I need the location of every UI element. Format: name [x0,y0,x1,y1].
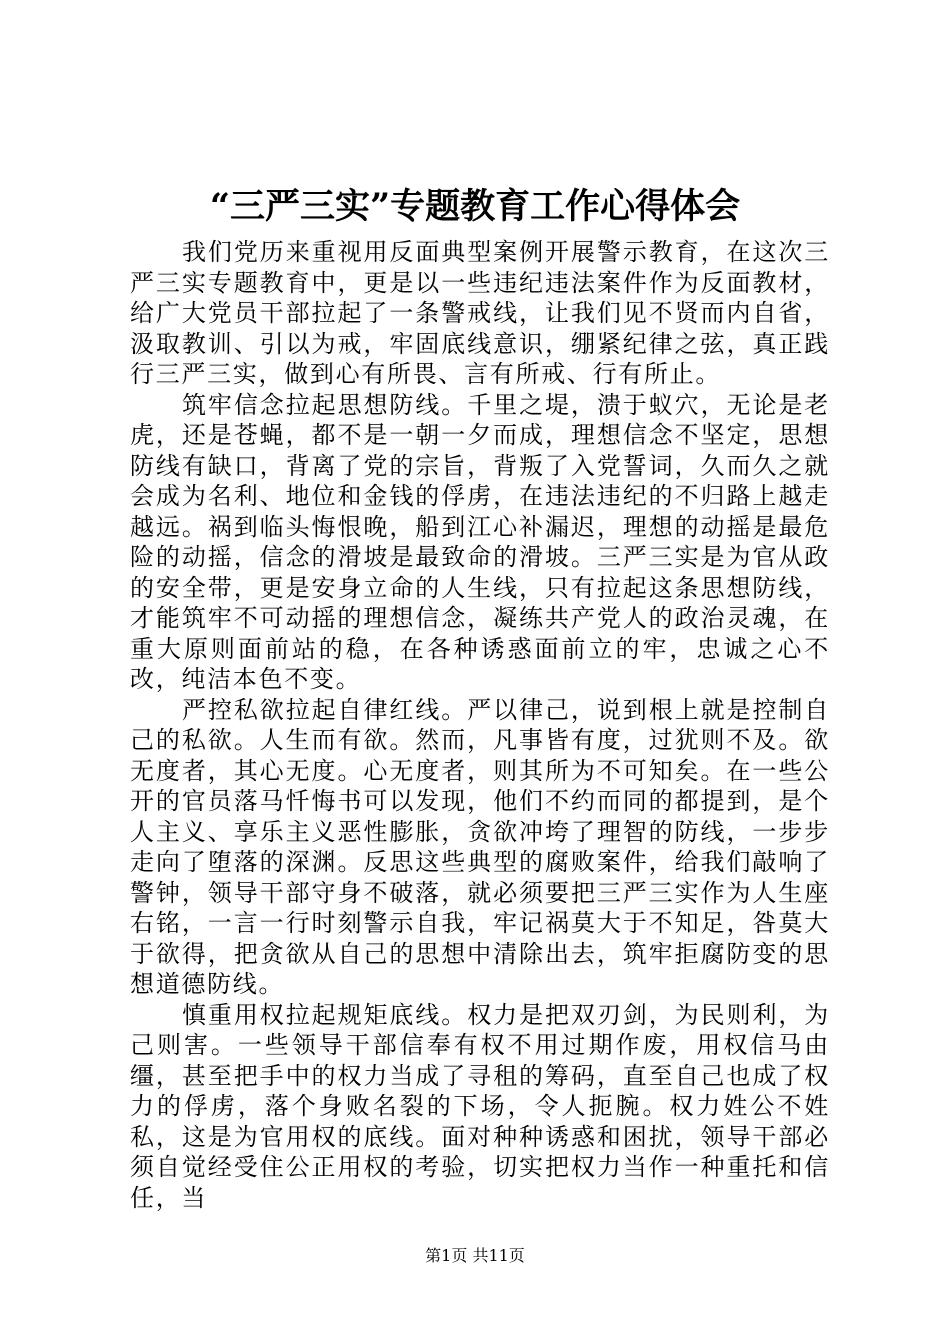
page-number-footer: 第1页 共11页 [425,1246,525,1265]
paragraph: 我们党历来重视用反面典型案例开展警示教育，在这次三严三实专题教育中，更是以一些违纪违法案件作为反面教材，给广大党员干部拉起了一条警戒线，让我们见不贤而内自省，汲取教训、引以为戒，牢固底线意识，绷紧纪律之弦，真正践行三严三实，做到心有所畏、言有所戒、行有所止。 [130,238,830,388]
document-body [130,237,830,1213]
paragraph: 慎重用权拉起规矩底线。权力是把双刃剑，为民则利，为己则害。一些领导干部信奉有权不用过期作废，用权信马由缰，甚至把手中的权力当成了寻租的筹码，直至自己也成了权力的俘虏，落个身败名裂的下场，令人扼腕。权力姓公不姓私，这是为官用权的底线。面对种种诱惑和困扰，领导干部必须自觉经受住公正用权的考验，切实把权力当作一种重托和信任，当 [130,1000,830,1212]
paragraph: 筑牢信念拉起思想防线。千里之堤，溃于蚁穴，无论是老虎，还是苍蝇，都不是一朝一夕而成，理想信念不坚定，思想防线有缺口，背离了党的宗旨，背叛了入党誓词，久而久之就会成为名利、地位和金钱的俘虏，在违法违纪的不归路上越走越远。祸到临头悔恨晚，船到江心补漏迟，理想的动摇是最危险的动摇，信念的滑坡是最致命的滑坡。三严三实是为官从政的安全带，更是安身立命的人生线，只有拉起这条思想防线，才能筑牢不可动摇的理想信念，凝练共产党人的政治灵魂，在重大原则面前站的稳，在各种诱惑面前立的牢，忠诚之心不改，纯洁本色不变。 [130,390,830,693]
document-title: “三严三实”专题教育工作心得体会 [209,186,741,227]
paragraph: 严控私欲拉起自律红线。严以律己，说到根上就是控制自己的私欲。人生而有欲。然而，凡事皆有度，过犹则不及。欲无度者，其心无度。心无度者，则其所为不可知矣。在一些公开的官员落马忏悔书可以发现，他们不约而同的都提到，是个人主义、享乐主义恶性膨胀，贪欲冲垮了理智的防线，一步步走向了堕落的深渊。反思这些典型的腐败案件，给我们敲响了警钟，领导干部守身不破落，就必须要把三严三实作为人生座右铭，一言一行时刻警示自我，牢记祸莫大于不知足，咎莫大于欲得，把贪欲从自己的思想中清除出去，筑牢拒腐防变的思想道德防线。 [130,695,830,998]
